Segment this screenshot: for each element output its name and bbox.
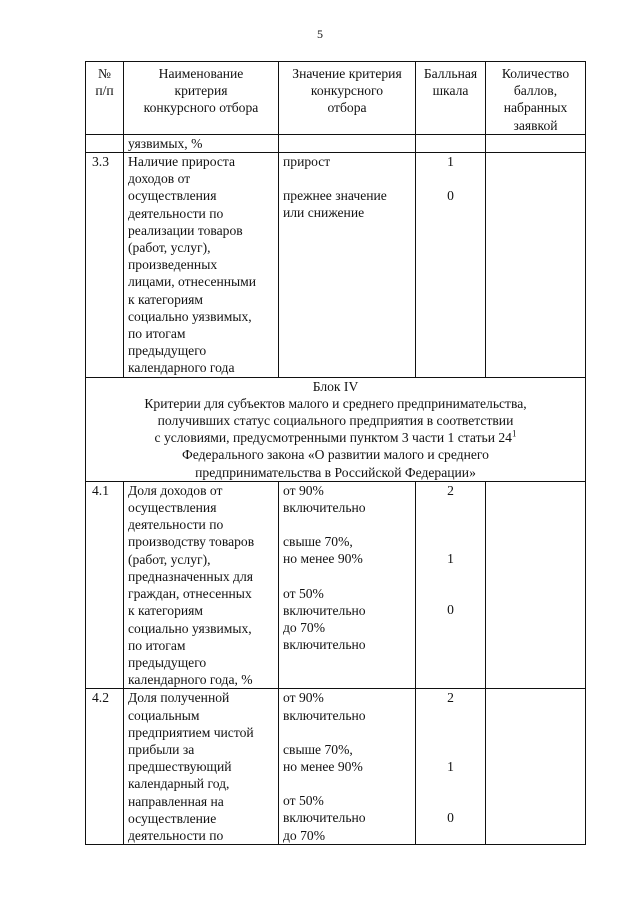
block-iv-row (86, 377, 586, 481)
score-scale: 2 1 0 (416, 481, 486, 688)
page-number: 5 (317, 27, 323, 41)
header-score: Количество баллов, набранных заявкой (486, 62, 586, 135)
score-cell (486, 153, 586, 378)
score-cell (486, 481, 586, 688)
row-number: 3.3 (86, 153, 124, 378)
criterion-name: Доля полученной социальным предприятием чистой прибыли за предшествующий календарный год, направленная на осуществление деятельности по (124, 689, 279, 845)
score-scale: 1 0 (416, 153, 486, 378)
criteria-table (85, 61, 586, 845)
criterion-name: уязвимых, % (124, 134, 279, 152)
criterion-values: от 90% включительно свыше 70%, но менее 90% от 50% включительно до 70% (279, 689, 416, 845)
table-header-row (86, 62, 586, 135)
score-cell (486, 689, 586, 845)
header-name: Наименование критерия конкурсного отбора (124, 62, 279, 135)
score-scale: 2 1 0 (416, 689, 486, 845)
header-number: № п/п (86, 62, 124, 135)
criterion-values: прирост прежнее значение или снижение (279, 153, 416, 378)
criterion-name: Доля доходов от осуществления деятельности по производству товаров (работ, услуг), предназначенных для граждан, отнесенных к категориям социально уязвимых, по итогам предыдущего календарного года, % (124, 481, 279, 688)
footnote-superscript: 1 (511, 428, 517, 439)
criterion-values: от 90% включительно свыше 70%, но менее 90% от 50% включительно до 70% включительно (279, 481, 416, 688)
header-scale: Балльная шкала (416, 62, 486, 135)
block-iv-heading: Блок IV Критерии для субъектов малого и среднего предпринимательства, получивших статус социального предприятия в соответствии с условиями, предусмотренными пунктом 3 части 1 статьи $24^1$ Федерального закона «О развитии малого и среднего предпринимательства в Российской Федерации» (86, 377, 586, 481)
table-row-3-3 (86, 153, 586, 378)
table-row-continued (86, 134, 586, 152)
criterion-name: Наличие прироста доходов от осуществления деятельности по реализации товаров (работ, услуг), произведенных лицами, отнесенными к категориям социально уязвимых, по итогам предыдущего календарного года (124, 153, 279, 378)
table-row-4-1 (86, 481, 586, 688)
block-title: Блок IV (312, 378, 359, 394)
table-row-4-2 (86, 689, 586, 845)
row-number: 4.1 (86, 481, 124, 688)
row-number: 4.2 (86, 689, 124, 845)
header-value: Значение критерия конкурсного отбора (279, 62, 416, 135)
